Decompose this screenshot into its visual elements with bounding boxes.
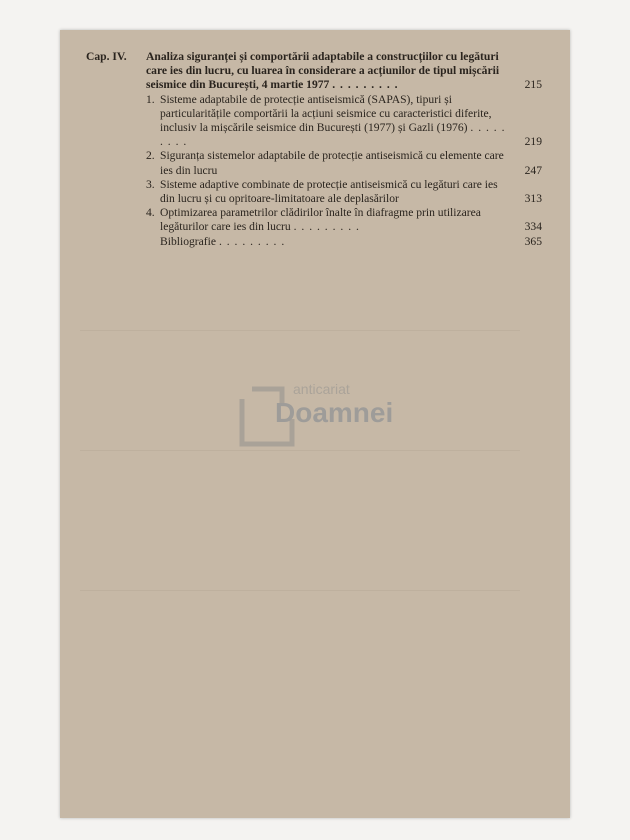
list-item [146, 93, 542, 150]
section-title: Sisteme adaptive combinate de protecție antiseismică cu legături care ies din lucru și cu opritoare-limitatoare ale deplasărilor [160, 177, 498, 206]
list-item [146, 149, 542, 177]
section-title: Siguranța sistemelor adaptabile de protecție antiseismică cu elemente care ies din lucru [160, 149, 504, 177]
chapter-title [146, 50, 508, 93]
section-number: 2. [146, 149, 155, 163]
bibliography-label: Bibliografie [160, 234, 217, 248]
chapter-label: Cap. IV. [86, 50, 127, 63]
section-number: 1. [146, 92, 155, 106]
chapter-heading [86, 50, 542, 93]
section-page-number: 219 [524, 135, 542, 149]
section-page-number: 334 [524, 220, 542, 234]
section-list [86, 93, 542, 249]
watermark-logo [237, 379, 407, 449]
list-item [146, 178, 542, 206]
watermark-text-main: Doamnei [275, 397, 394, 428]
table-of-contents [86, 50, 542, 249]
section-page-number: 313 [524, 192, 542, 206]
list-item [146, 206, 542, 234]
section-page-number: 247 [524, 163, 542, 177]
bibliography-page-number: 365 [524, 234, 542, 248]
section-title: Sisteme adaptabile de protecție antiseismică (SAPAS), tipuri și particularitățile comportării la acțiuni seismice cu caracteristici diferite, inclusiv la mișcările seismice din București (1977) și Gazli (1976) . . . . . . . . . [160, 92, 506, 149]
chapter-title-text: Analiza siguranței și comportării adaptabile a construcțiilor cu legături care ies din lucru, cu luarea în considerare a acțiunilor de tipul mișcării seismice din București, 4 martie 1977 [146, 50, 500, 92]
chapter-page-number: 215 [524, 78, 542, 92]
bibliography-entry: Bibliografie . . . . . . . . . 365 [160, 234, 542, 248]
watermark-text-top: anticariat [293, 381, 350, 397]
leader-dots: . . . . . . . . . [332, 78, 399, 92]
book-page [60, 30, 570, 818]
section-number: 4. [146, 206, 155, 220]
section-number: 3. [146, 177, 155, 191]
section-title: Optimizarea parametrilor clădirilor înalte în diafragme prin utilizarea legăturilor care ies din lucru . . . . . . . . . [160, 206, 481, 234]
